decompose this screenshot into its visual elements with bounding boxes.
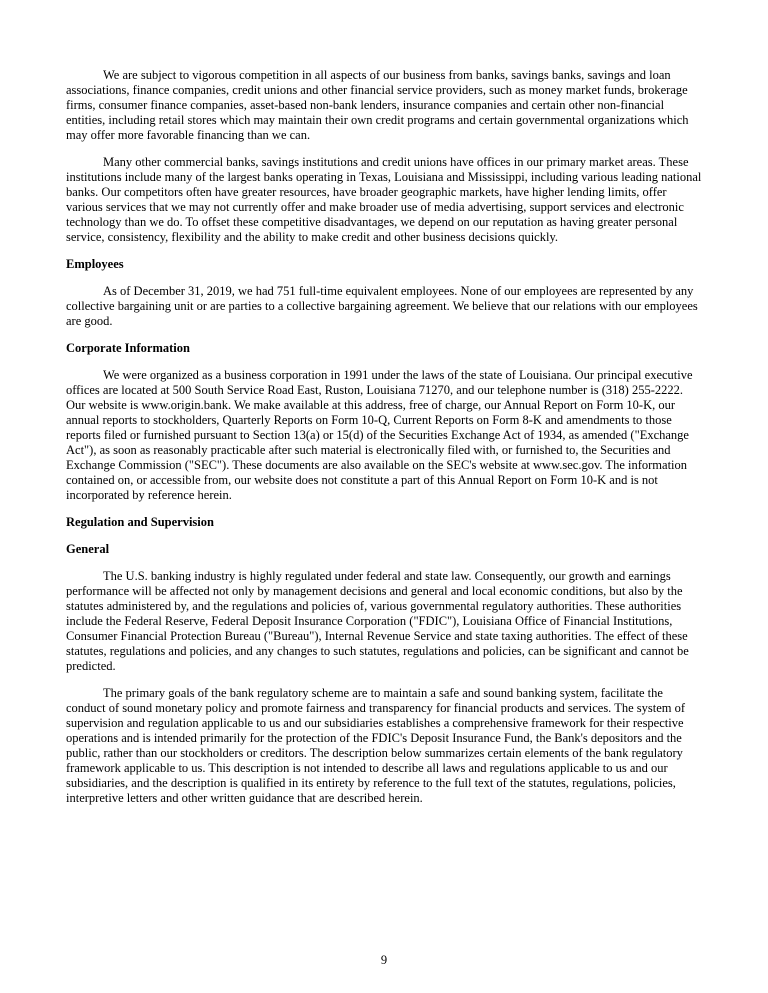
paragraph-corporate-information: We were organized as a business corporation in 1991 under the laws of the state of Louisiana. Our principal executive offices are located at 500 South Service Road East, Ruston, Louisiana 71270, and our telephone number is (318) 255-2222. Our website is www.origin.bank. We make available at this address, free of charge, our Annual Report on Form 10-K, our annual reports to stockholders, Quarterly Reports on Form 10-Q, Current Reports on Form 8-K and amendments to those reports filed or furnished pursuant to Section 13(a) or 15(d) of the Securities Exchange Act of 1934, as amended ("Exchange Act"), as soon as reasonably practicable after such material is electronically filed with, or furnished to, the Securities and Exchange Commission ("SEC"). These documents are also available on the SEC's website at www.sec.gov. The information contained on, or accessible from, our website does not constitute a part of this Annual Report on Form 10-K and is not incorporated by reference herein. [66,368,693,502]
page-number: 9 [380,953,388,967]
page-content [66,68,702,818]
paragraph-competition: We are subject to vigorous competition in all aspects of our business from banks, savings banks, savings and loan associations, finance companies, credit unions and other financial service providers, such as money market funds, brokerage firms, consumer finance companies, asset-based non-bank lenders, insurance companies and certain other non-financial entities, including retail stores which may maintain their own credit programs and certain governmental organizations which may offer more favorable financing than we can. [66,68,689,142]
section-heading-regulation-and-supervision: Regulation and Supervision [66,515,214,529]
subsection-heading-general: General [66,542,110,556]
paragraph-employees: As of December 31, 2019, we had 751 full-time equivalent employees. None of our employees are represented by any collective bargaining unit or are parties to a collective bargaining agreement. We believe that our relations with our employees are good. [66,284,698,328]
paragraph-regulatory-goals: The primary goals of the bank regulatory scheme are to maintain a safe and sound banking system, facilitate the conduct of sound monetary policy and promote fairness and transparency for financial products and services. The system of supervision and regulation applicable to us and our subsidiaries establishes a comprehensive framework for their respective operations and is intended primarily for the protection of the FDIC's Deposit Insurance Fund, the Bank's depositors and the public, rather than our stockholders or creditors. The description below summarizes certain elements of the bank regulatory framework applicable to us. This description is not intended to describe all laws and regulations applicable to us and our subsidiaries, and the description is qualified in its entirety by reference to the full text of the statutes, regulations, policies, interpretive letters and other written guidance that are described herein. [66,686,686,805]
section-heading-corporate-information: Corporate Information [66,341,190,355]
section-heading-employees: Employees [66,257,124,271]
paragraph-competitors: Many other commercial banks, savings institutions and credit unions have offices in our primary market areas. These institutions include many of the largest banks operating in Texas, Louisiana and Mississippi, including various leading national banks. Our competitors often have greater resources, have broader geographic markets, have higher lending limits, offer various services that we may not currently offer and make broader use of media advertising, support services and electronic technology than we do. To offset these competitive disadvantages, we depend on our reputation as having greater personal service, consistency, flexibility and the ability to make credit and other business decisions quickly. [66,155,702,244]
paragraph-regulation-general: The U.S. banking industry is highly regulated under federal and state law. Consequently, our growth and earnings performance will be affected not only by management decisions and general and local economic conditions, but also by the statutes administered by, and the regulations and policies of, various governmental regulatory authorities. These authorities include the Federal Reserve, Federal Deposit Insurance Corporation ("FDIC"), Louisiana Office of Financial Institutions, Consumer Financial Protection Bureau ("Bureau"), Internal Revenue Service and state taxing authorities. The effect of these statutes, regulations and policies, and any changes to such statutes, regulations and policies, can be significant and cannot be predicted. [66,569,689,673]
